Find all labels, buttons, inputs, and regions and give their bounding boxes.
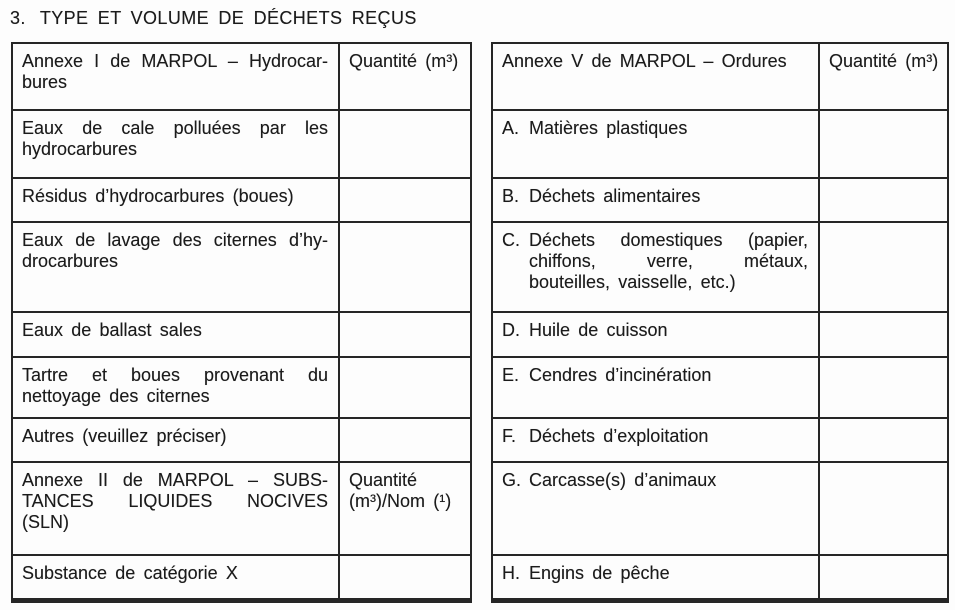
item-letter: C. [502,230,520,250]
waste-type-label: Engins de pêche [529,563,670,583]
waste-type-label: Déchets alimentaires [529,186,701,206]
item-letter: A. [502,118,520,138]
annex1-category-header: Annexe I de MARPOL – Hydrocarbures [12,43,339,110]
quantity-input-cell[interactable] [339,110,471,178]
waste-type-label: Déchets domestiques (papier, chiffons, verre, métaux, bouteilles, vaisselle, etc.) [529,230,808,292]
table-row [492,357,948,418]
item-letter: B. [502,186,520,206]
table-row [12,418,471,462]
waste-type-cell [492,312,819,357]
table-row [492,312,948,357]
table-row [12,555,471,600]
annex2-category-header: Annexe II de MARPOL – SUBSTANCES LIQUIDES NOCIVES (SLN) [12,462,339,555]
table-row [492,178,948,222]
waste-type-label: Carcasse(s) d’animaux [529,470,717,490]
section-title-text: TYPE ET VOLUME DE DÉCHETS REÇUS [39,8,417,28]
annex5-marpol-table [491,42,949,603]
section-title [10,8,417,29]
annex1-header-row [12,43,471,110]
table-row [492,418,948,462]
waste-type-label: Autres (veuillez préciser) [12,418,339,462]
annex5-header-row [492,43,948,110]
quantity-input-cell[interactable] [819,178,948,222]
table-row [12,110,471,178]
item-letter: F. [502,426,517,446]
table-row [12,357,471,418]
waste-type-label: Huile de cuisson [529,320,668,340]
item-letter: D. [502,320,520,340]
quantity-input-cell[interactable] [819,462,948,555]
quantity-input-cell[interactable] [339,312,471,357]
quantity-input-cell[interactable] [819,222,948,312]
annex1-quantity-header: Quantité (m³) [339,43,471,110]
waste-type-label: Eaux de ballast sales [12,312,339,357]
table-row [12,178,471,222]
quantity-input-cell[interactable] [819,312,948,357]
table-row [12,312,471,357]
annex2-subheader-row [12,462,471,555]
waste-type-label: Eaux de cale polluées par les hydrocarbures [12,110,339,178]
waste-type-label: Matières plastiques [529,118,688,138]
waste-type-cell [492,178,819,222]
waste-type-label: Substance de catégorie X [12,555,339,600]
waste-type-label: Résidus d’hydrocarbures (boues) [12,178,339,222]
table-row [492,462,948,555]
waste-type-cell [492,555,819,600]
table-row [12,222,471,312]
waste-type-cell [492,418,819,462]
quantity-input-cell[interactable] [339,555,471,600]
item-letter: E. [502,365,520,385]
annex1-marpol-table [11,42,472,603]
annex2-quantity-header: Quantité (m³)/Nom (¹) [339,462,471,555]
table-row [492,222,948,312]
waste-type-cell [492,357,819,418]
quantity-input-cell[interactable] [819,357,948,418]
table-row [492,110,948,178]
quantity-input-cell[interactable] [339,222,471,312]
quantity-input-cell[interactable] [819,555,948,600]
waste-type-cell [492,462,819,555]
quantity-input-cell[interactable] [819,110,948,178]
waste-type-label: Déchets d’exploitation [529,426,709,446]
quantity-input-cell[interactable] [819,418,948,462]
waste-type-label: Tartre et boues provenant du nettoyage des citernes [12,357,339,418]
waste-type-label: Cendres d’incinération [529,365,712,385]
waste-type-label: Eaux de lavage des citernes d’hydrocarbures [12,222,339,312]
quantity-input-cell[interactable] [339,418,471,462]
annex5-quantity-header: Quantité (m³) [819,43,948,110]
quantity-input-cell[interactable] [339,178,471,222]
quantity-input-cell[interactable] [339,357,471,418]
waste-type-cell [492,222,819,312]
item-letter: G. [502,470,522,490]
waste-type-cell [492,110,819,178]
table-row [492,555,948,600]
section-number: 3. [10,8,26,28]
annex5-category-header: Annexe V de MARPOL – Ordures [492,43,819,110]
item-letter: H. [502,563,520,583]
